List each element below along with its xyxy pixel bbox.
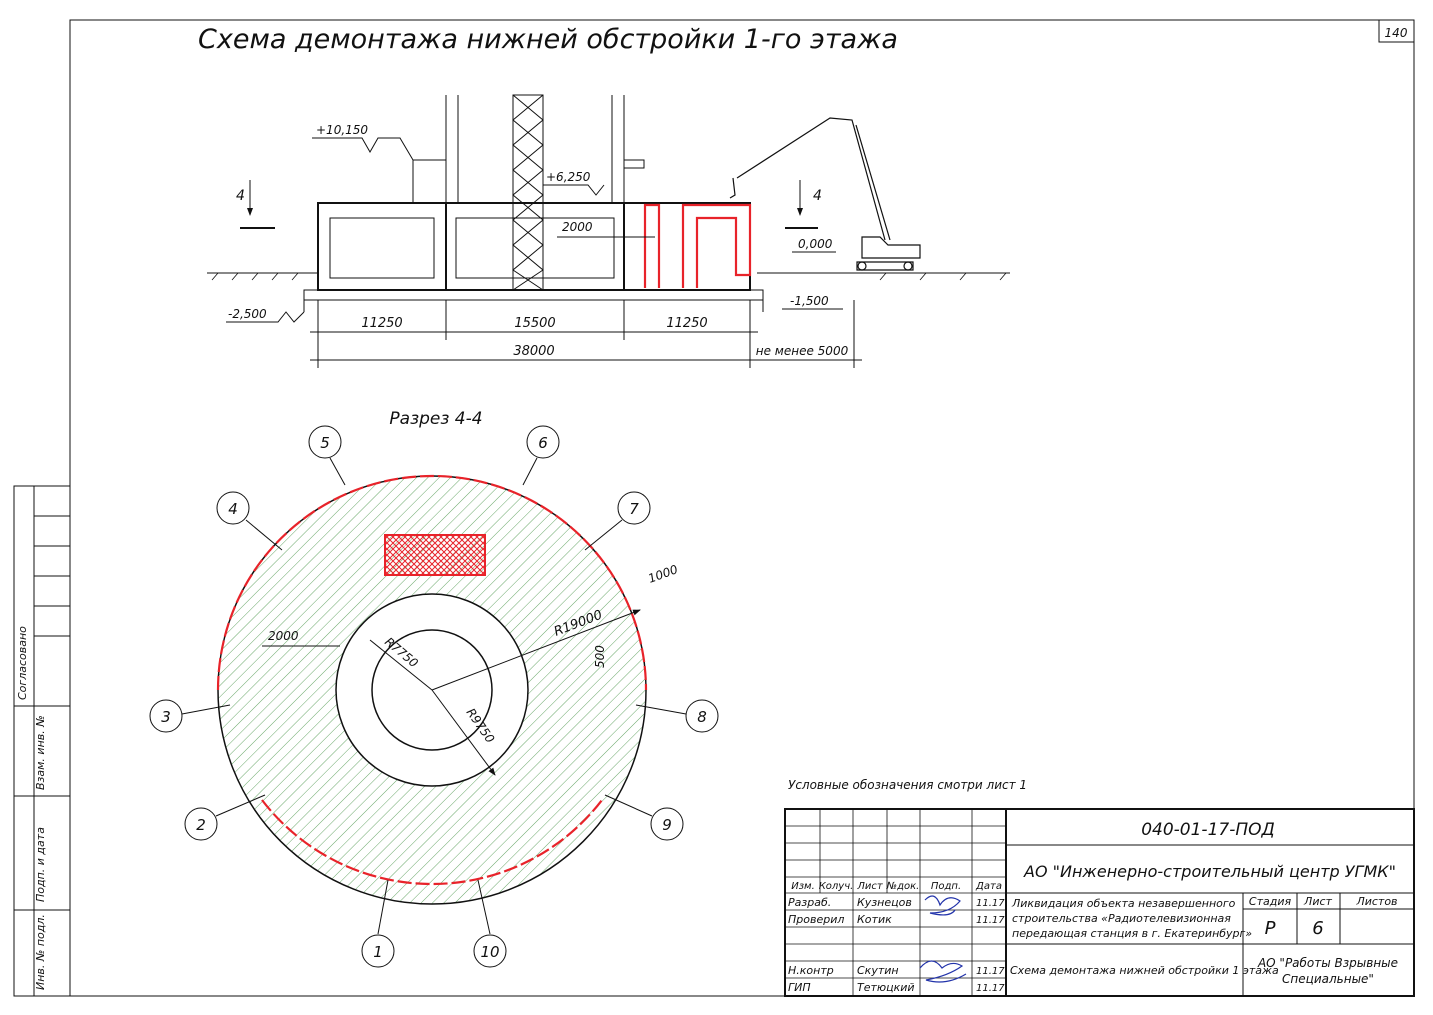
label-agreed: Согласовано	[16, 626, 29, 700]
axis-bubble	[217, 492, 282, 550]
contractor-line1: АО "Работы Взрывные	[1257, 956, 1399, 970]
date-gip: 11.17	[976, 983, 1005, 994]
svg-text:1: 1	[373, 943, 383, 961]
hdr-izm: Изм.	[791, 881, 815, 892]
drawing-name: Схема демонтажа нижней обстройки 1 этажа	[1010, 964, 1279, 977]
hdr-list: Лист	[857, 881, 883, 892]
role-checked: Проверил	[788, 913, 845, 926]
axis-bubble	[585, 492, 650, 550]
sheets-label: Листов	[1356, 895, 1398, 908]
level-top: +10,150	[316, 123, 369, 137]
radius-inner: R7750	[382, 634, 421, 671]
dim-min-5000: не менее 5000	[755, 344, 849, 358]
date-checked: 11.17	[976, 915, 1005, 926]
page-number: 140	[1384, 26, 1408, 40]
label-inv-orig: Инв. № подл.	[34, 914, 47, 990]
role-razrab: Разраб.	[788, 896, 832, 909]
dim-1000: 1000	[646, 562, 680, 586]
dim-11250-left: 11250	[361, 316, 403, 331]
level-neg15: -1,500	[790, 294, 829, 308]
section-plan	[218, 476, 680, 904]
dim-38000: 38000	[513, 344, 555, 359]
drawing-title: Схема демонтажа нижней обстройки 1-го этажа	[198, 24, 898, 55]
hdr-ndoc: №док.	[886, 881, 920, 892]
signature	[925, 896, 960, 915]
svg-text:3: 3	[161, 708, 171, 726]
svg-text:8: 8	[697, 708, 707, 726]
contractor-line2: Специальные"	[1282, 972, 1374, 986]
stage-value: Р	[1264, 918, 1276, 939]
level-zero: 0,000	[798, 237, 833, 251]
drawing-code: 040-01-17-ПОД	[1141, 820, 1275, 840]
role-nkontr: Н.контр	[788, 964, 834, 977]
signature	[920, 961, 966, 982]
label-inv-replace: Взам. инв. №	[34, 715, 47, 790]
dim-2000-elev: 2000	[562, 220, 593, 234]
name-razrab: Кузнецов	[857, 896, 912, 909]
svg-text:4: 4	[228, 500, 238, 518]
sheet-value: 6	[1312, 918, 1324, 939]
hdr-podp: Подп.	[930, 881, 962, 892]
axis-bubble	[605, 795, 683, 840]
elevation-view	[207, 95, 1010, 368]
date-nkontr: 11.17	[976, 966, 1005, 977]
name-gip: Тетюцкий	[857, 981, 915, 994]
organization: АО "Инженерно-строительный центр УГМК"	[1024, 862, 1396, 881]
section-mark-right: 4	[813, 188, 822, 204]
svg-text:5: 5	[320, 434, 330, 452]
svg-text:9: 9	[662, 816, 672, 834]
project-line2: строительства «Радиотелевизионная	[1012, 912, 1231, 925]
sheet-label: Лист	[1304, 895, 1332, 908]
title-block	[785, 809, 1414, 996]
axis-bubble	[523, 426, 559, 485]
axis-bubble	[636, 700, 718, 732]
name-checked: Котик	[857, 913, 892, 926]
project-line3: передающая станция в г. Екатеринбург»	[1012, 927, 1253, 940]
legend-note: Условные обозначения смотри лист 1	[788, 778, 1028, 792]
svg-text:10: 10	[480, 943, 500, 961]
sheet-frame	[70, 20, 1414, 996]
hdr-date: Дата	[976, 881, 1002, 892]
radius-mid: R9750	[463, 705, 498, 746]
label-sign-date: Подп. и дата	[34, 827, 47, 902]
svg-text:7: 7	[629, 500, 639, 518]
side-stamp	[14, 486, 70, 996]
dim-2000-section: 2000	[268, 629, 299, 643]
svg-text:2: 2	[196, 816, 206, 834]
svg-text:6: 6	[538, 434, 548, 452]
level-neg25: -2,500	[228, 307, 267, 321]
dim-500: 500	[593, 645, 607, 668]
radius-outer: R19000	[552, 607, 605, 640]
date-razrab: 11.17	[976, 898, 1005, 909]
stage-label: Стадия	[1248, 895, 1292, 908]
section-mark-left: 4	[236, 188, 245, 204]
project-line1: Ликвидация объекта незавершенного	[1012, 897, 1236, 910]
dim-15500: 15500	[514, 316, 556, 331]
level-mid: +6,250	[546, 170, 591, 184]
axis-bubble	[309, 426, 345, 485]
name-nkontr: Скутин	[857, 964, 899, 977]
section-title: Разрез 4-4	[389, 409, 483, 429]
dim-11250-right: 11250	[666, 316, 708, 331]
hdr-koluch: Колуч.	[818, 881, 854, 892]
role-gip: ГИП	[788, 981, 811, 994]
